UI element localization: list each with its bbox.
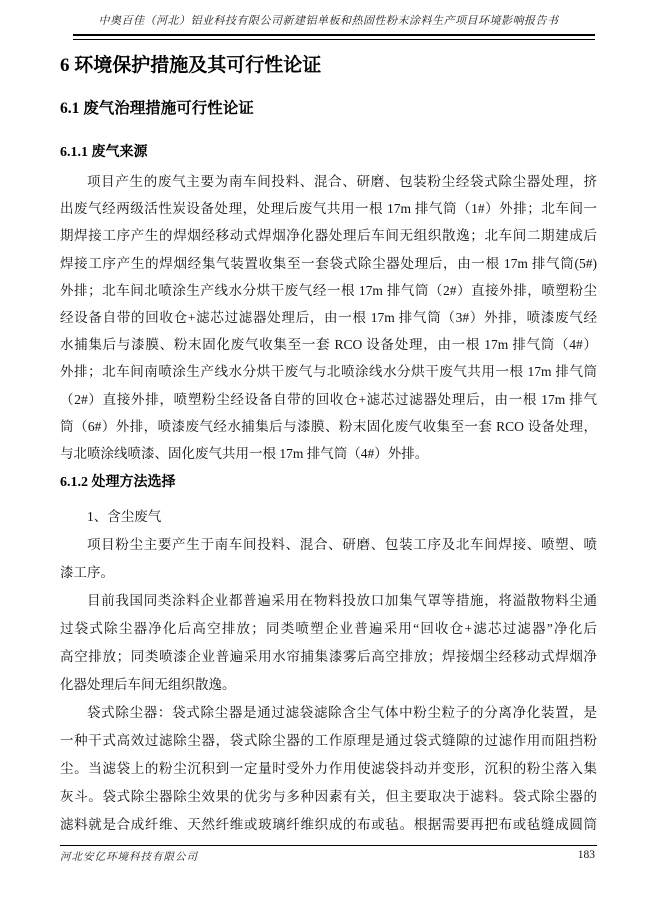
paragraph-612-2 <box>60 587 597 699</box>
paragraph-line: 水捕集后与漆膜、粉末固化废气收集至一套 RCO 设备处理，由一根 17m 排气筒（4#） <box>60 337 597 353</box>
list-item-1 <box>60 503 597 531</box>
paragraph-line: 外排；北车间北喷涂生产线水分烘干废气经一根 17m 排气筒（2#）直接外排，喷塑粉尘 <box>60 282 597 298</box>
paragraph-line: 化器处理后车间无组织散逸。 <box>60 677 236 693</box>
paragraph-line: 漆工序。 <box>60 565 114 581</box>
paragraph-line: 一种干式高效过滤除尘器，袋式除尘器的工作原理是通过袋式缝隙的过滤作用而阻挡粉 <box>60 733 597 749</box>
paragraph-line: 尘。当滤袋上的粉尘沉积到一定量时受外力作用使滤袋抖动并变形，沉积的粉尘落入集 <box>60 761 597 777</box>
paragraph-line: 项目粉尘主要产生于南车间投料、混合、研磨、包装工序及北车间焊接、喷塑、喷 <box>87 537 597 553</box>
paragraph-line: 高空排放；同类喷漆企业普遍采用水帘捕集漆雾后高空排放；焊接烟尘经移动式焊烟净 <box>60 649 597 665</box>
subsection-heading-612: 6.1.2 处理方法选择 <box>60 475 176 491</box>
page-footer <box>60 845 597 864</box>
paragraph-line: 过袋式除尘器净化后高空排放；同类喷塑企业普遍采用“回收仓+滤芯过滤器”净化后 <box>60 621 597 637</box>
paragraph-line: 目前我国同类涂料企业都普遍采用在物料投放口加集气罩等措施，将溢散物料尘通 <box>87 593 597 609</box>
paragraph-612-3 <box>60 699 597 839</box>
paragraph-line: 灰斗。袋式除尘器除尘效果的优劣与多种因素有关，但主要取决于滤料。袋式除尘器的 <box>60 789 597 805</box>
section-heading: 6.1 废气治理措施可行性论证 <box>60 100 254 117</box>
paragraph-line: 出废气经两级活性炭设备处理，处理后废气共用一根 17m 排气筒（1#）外排；北车间一 <box>60 201 597 217</box>
header-divider <box>73 34 595 40</box>
paragraph-line: 焊接工序产生的焊烟经集气装置收集至一套袋式除尘器处理后，由一根 17m 排气筒(5#) <box>60 255 597 271</box>
paragraph-line: 袋式除尘器：袋式除尘器是通过滤袋滤除含尘气体中粉尘粒子的分离净化装置，是 <box>87 705 597 721</box>
subsection-612 <box>60 473 597 839</box>
paragraph-line: 外排；北车间南喷涂生产线水分烘干废气与北喷涂线水分烘干废气共用一根 17m 排气筒 <box>60 364 597 380</box>
footer-page-number: 183 <box>577 849 595 861</box>
paragraph-line: 滤料就是合成纤维、天然纤维或玻璃纤维织成的布或毡。根据需要再把布或毡缝成圆筒 <box>60 817 597 833</box>
list-item-label: 1、含尘废气 <box>87 509 162 525</box>
paragraph-line: 期焊接工序产生的焊烟经移动式焊烟净化器处理后车间无组织散逸；北车间二期建成后 <box>60 228 597 244</box>
subsection-heading-611: 6.1.1 废气来源 <box>60 145 148 160</box>
paragraph-line: 与北喷涂线喷漆、固化废气共用一根 17m 排气筒（4#）外排。 <box>60 446 429 462</box>
paragraph-611 <box>60 168 597 467</box>
paragraph-line: 经设备自带的回收仓+滤芯过滤器处理后，由一根 17m 排气筒（3#）外排，喷漆废气经 <box>60 310 597 326</box>
paragraph-line: （2#）直接外排，喷塑粉尘经设备自带的回收仓+滤芯过滤器处理后，由一根 17m 排气 <box>60 391 597 407</box>
paragraph-612-1 <box>60 531 597 587</box>
chapter-heading: 6 环境保护措施及其可行性论证 <box>60 55 322 76</box>
page-header-title: 中奥百佳（河北）铝业科技有限公司新建铝单板和热固性粉末涂料生产项目环境影响报告书 <box>98 15 559 27</box>
footer-company-name: 河北安亿环境科技有限公司 <box>60 852 198 863</box>
paragraph-line: 项目产生的废气主要为南车间投料、混合、研磨、包装粉尘经袋式除尘器处理，挤 <box>87 174 597 189</box>
paragraph-line: 筒（6#）外排，喷漆废气经水捕集后与漆膜、粉末固化废气收集至一套 RCO 设备处理， <box>60 418 597 434</box>
